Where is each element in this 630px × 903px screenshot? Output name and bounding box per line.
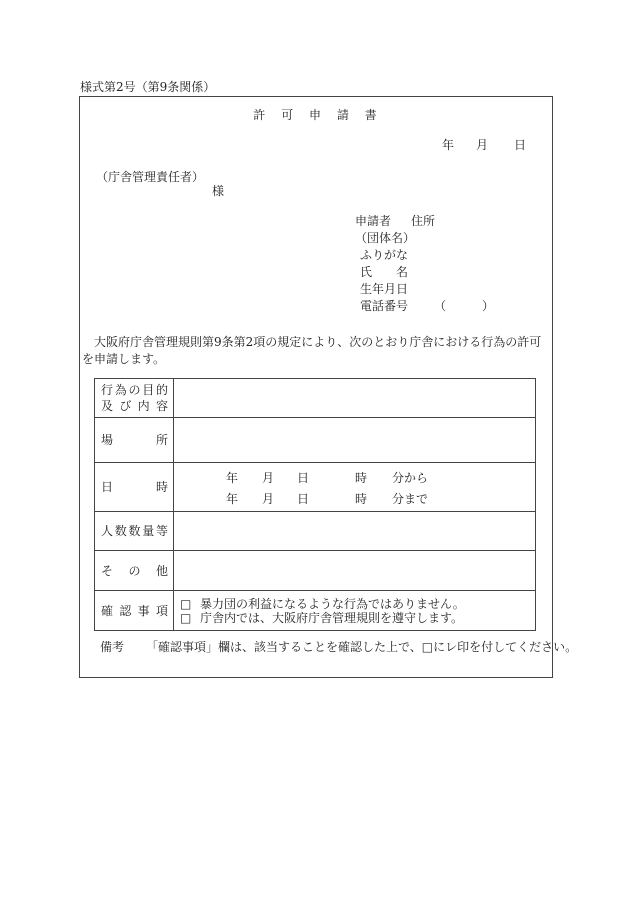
applicant-phone-label: 電話番号 (360, 299, 409, 313)
row-purpose (95, 379, 536, 418)
addressee-suffix: 様 (212, 184, 225, 198)
checkbox-icon[interactable]: □ (180, 596, 192, 611)
check-item-2: □ 庁舎内では、大阪府庁舎管理規則を遵守します。 (180, 610, 464, 625)
datetime-to: 年 月 日 時 分まで (226, 492, 429, 506)
row-datetime (95, 463, 536, 512)
application-date (442, 138, 526, 152)
form-title (0, 108, 630, 122)
applicant-address-label: 住所 (411, 214, 436, 228)
applicant-group-label: （団体名） (355, 231, 416, 245)
row-place (95, 418, 536, 463)
row-confirm (95, 591, 536, 631)
other-value[interactable] (174, 551, 536, 591)
addressee-org: （庁舎管理責任者） (96, 170, 205, 184)
remarks (100, 640, 577, 654)
applicant-birthdate-label: 生年月日 (360, 282, 409, 296)
confirm-label: 確 認 事 項 (95, 591, 174, 631)
row-count (95, 512, 536, 551)
applicant-phone-paren: （ ） (434, 299, 495, 313)
place-value[interactable] (174, 418, 536, 463)
applicant-name-label: 氏 名 (360, 265, 409, 279)
remarks-label: 備考 (100, 640, 125, 654)
purpose-value[interactable] (174, 379, 536, 418)
applicant-address-row (355, 214, 435, 228)
title-char: 許 (253, 108, 266, 122)
datetime-label: 日 時 (95, 463, 174, 512)
count-label: 人 数 数 量 等 (95, 512, 174, 551)
date-year: 年 (442, 138, 455, 152)
remarks-text: 「確認事項」欄は、該当することを確認した上で、□にレ印を付してください。 (146, 640, 578, 654)
confirm-value (174, 591, 536, 631)
applicant-furigana-label: ふりがな (360, 248, 409, 262)
applicant-label: 申請者 (355, 214, 392, 228)
form-number-label: 様式第2号（第9条関係） (80, 80, 216, 94)
checkbox-icon[interactable]: □ (180, 610, 192, 625)
place-label: 場 所 (95, 418, 174, 463)
application-statement: 大阪府庁舎管理規則第9条第2項の規定により、次のとおり庁舎における行為の許可を申請します。 (82, 335, 542, 366)
title-char: 書 (364, 108, 377, 122)
datetime-from: 年 月 日 時 分から (226, 471, 429, 485)
title-char: 申 (308, 108, 321, 122)
title-char: 可 (281, 108, 294, 122)
applicant-phone-row (360, 299, 494, 313)
count-value[interactable] (174, 512, 536, 551)
title-char: 請 (336, 108, 349, 122)
date-day: 日 (514, 138, 527, 152)
purpose-label: 行 為 の 目 的 及 び 内 容 (95, 379, 174, 418)
row-other (95, 551, 536, 591)
date-month: 月 (476, 138, 489, 152)
other-label: そ の 他 (95, 551, 174, 591)
datetime-value[interactable] (174, 463, 536, 512)
check-item-1: □ 暴力団の利益になるような行為ではありません。 (180, 596, 465, 611)
details-table (94, 378, 536, 631)
